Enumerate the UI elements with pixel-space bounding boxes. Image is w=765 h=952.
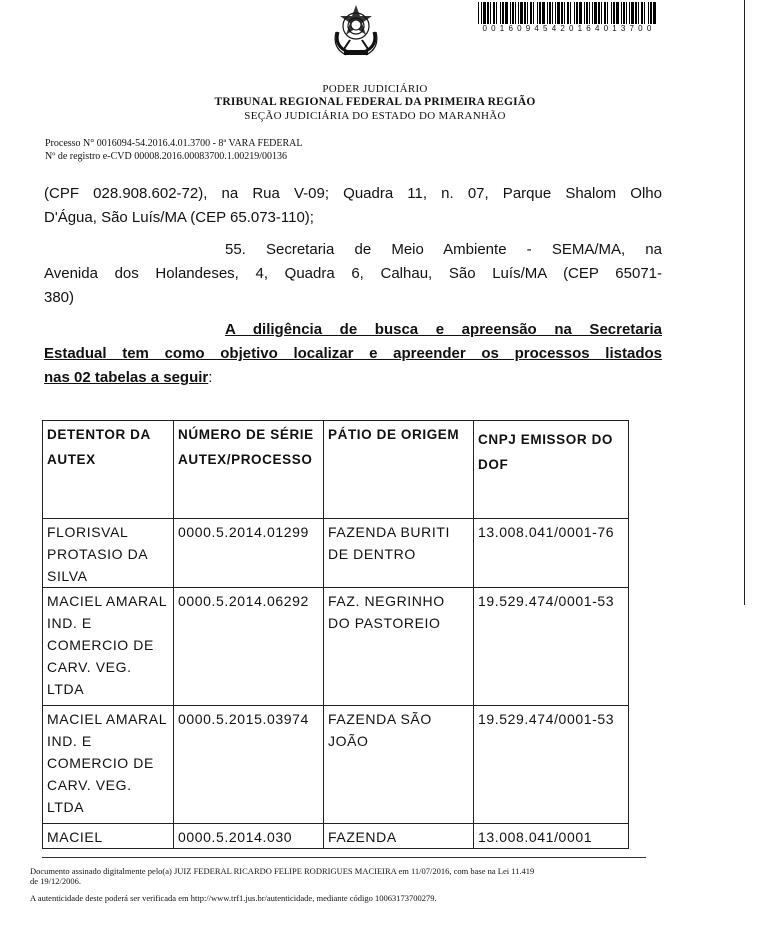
table-row [43, 519, 629, 588]
cell-yard: FAZENDA SÃO JOÃO [324, 706, 474, 824]
header-section: SEÇÃO JUDICIÁRIA DO ESTADO DO MARANHÃO [244, 110, 506, 122]
cell-serial: 0000.5.2015.03974 [174, 706, 324, 824]
paragraph-3-line-1: A diligência de busca e apreensão na Secretaria [225, 321, 662, 338]
coat-of-arms-icon [330, 2, 382, 60]
paragraph-2-line-1: 55. Secretaria de Meio Ambiente - SEMA/MA, na [225, 241, 662, 258]
cell-serial: 0000.5.2014.06292 [174, 588, 324, 706]
cell-cnpj: 13.008.041/0001 [474, 824, 629, 849]
cell-cnpj: 13.008.041/0001-76 [474, 519, 629, 588]
paragraph-1-line-2: D'Água, São Luís/MA (CEP 65.073-110); [44, 209, 314, 226]
cell-yard: FAZENDA [324, 824, 474, 849]
header-cnpj: CNPJ EMISSOR DO DOF [474, 421, 629, 519]
cell-holder: MACIEL AMARAL IND. E COMERCIO DE CARV. VEG. LTDA [43, 588, 174, 706]
table-row [43, 824, 629, 849]
header-holder: DETENTOR DA AUTEX [43, 421, 174, 519]
table-row [43, 588, 629, 706]
cell-cnpj: 19.529.474/0001-53 [474, 588, 629, 706]
cell-cnpj: 19.529.474/0001-53 [474, 706, 629, 824]
header-court: TRIBUNAL REGIONAL FEDERAL DA PRIMEIRA REGIÃO [214, 96, 536, 108]
cell-serial: 0000.5.2014.01299 [174, 519, 324, 588]
table-header-row [43, 421, 629, 519]
paragraph-2-line-3: 380) [44, 289, 75, 306]
header-serial: NÚMERO DE SÉRIE AUTEX/PROCESSO [174, 421, 324, 519]
footer-signature: Documento assinado digitalmente pelo(a) JUIZ FEDERAL RICARDO FELIPE RODRIGUES MACIEIRA em 11/07/2016, com base na Lei 11.419 [30, 866, 535, 876]
barcode-number: 00160945420164013700 [482, 24, 656, 33]
paragraph-2-line-2: Avenida dos Holandeses, 4, Quadra 6, Calhau, São Luís/MA (CEP 65071- [44, 265, 662, 282]
barcode-graphic [478, 2, 660, 24]
cell-holder: MACIEL AMARAL IND. E COMERCIO DE CARV. VEG. LTDA [43, 706, 174, 824]
paragraph-3-line-2: Estadual tem como objetivo localizar e apreender os processos listados [44, 345, 662, 362]
cell-holder: FLORISVAL PROTASIO DA SILVA [43, 519, 174, 588]
header-line-1: PODER JUDICIÁRIO [322, 83, 428, 95]
cell-holder: MACIEL [43, 824, 174, 849]
header-yard: PÁTIO DE ORIGEM [324, 421, 474, 519]
footer-divider [42, 857, 646, 858]
paragraph-3-line-3: nas 02 tabelas a seguir: [44, 369, 213, 386]
footer-signature-date: de 19/12/2006. [30, 876, 81, 886]
page-margin-line [744, 0, 745, 605]
paragraph-3-underlined: nas 02 tabelas a seguir [44, 369, 209, 386]
table-row [43, 706, 629, 824]
process-number: Processo N° 0016094-54.2016.4.01.3700 - 8ª VARA FEDERAL [45, 138, 303, 149]
cell-serial: 0000.5.2014.030 [174, 824, 324, 849]
cell-yard: FAZENDA BURITI DE DENTRO [324, 519, 474, 588]
registration-number: Nº de registro e-CVD 00008.2016.00083700.1.00219/00136 [45, 151, 287, 162]
footer-authenticity: A autenticidade deste poderá ser verificada em http://www.trf1.jus.br/autenticidade, mediante código 10063173700279. [30, 893, 437, 903]
paragraph-1-line-1: (CPF 028.908.602-72), na Rua V-09; Quadra 11, n. 07, Parque Shalom Olho [44, 185, 662, 202]
cell-yard: FAZ. NEGRINHO DO PASTOREIO [324, 588, 474, 706]
autex-table [42, 420, 629, 849]
